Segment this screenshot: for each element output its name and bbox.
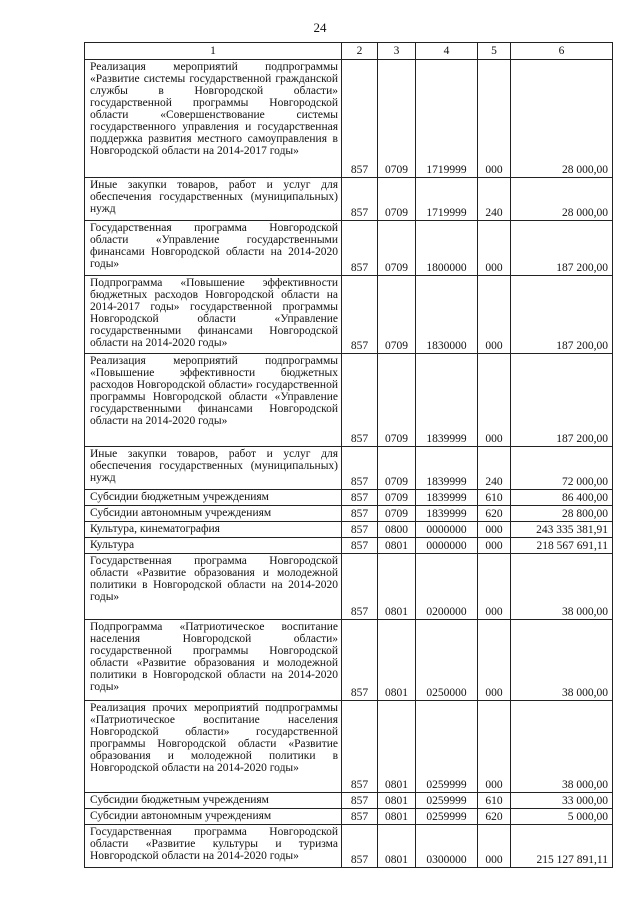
expense-type-cell: 000 xyxy=(478,522,511,538)
amount-cell: 28 000,00 xyxy=(511,178,613,221)
expense-type-cell: 000 xyxy=(478,354,511,447)
expense-type-cell: 000 xyxy=(478,620,511,701)
section-code-cell: 0709 xyxy=(378,221,416,276)
row-name-cell: Государственная программа Новгородской области «Управление государственными финансами Новгородской области на 2014-2020 годы» xyxy=(85,221,342,276)
row-name-cell: Реализация прочих мероприятий подпрограммы «Патриотическое воспитание населения Новгородской области» государственной программы Новгородской области «Развитие образования и молодежной политики в Новгородской области на 2014-2020 годы» xyxy=(85,701,342,793)
row-name-cell: Государственная программа Новгородской области «Развитие образования и молодежной политики в Новгородской области на 2014-2020 годы» xyxy=(85,554,342,620)
target-article-cell: 1719999 xyxy=(416,60,478,178)
ministry-code-cell: 857 xyxy=(342,354,378,447)
table-row xyxy=(85,221,613,276)
section-code-cell: 0800 xyxy=(378,522,416,538)
section-code-cell: 0709 xyxy=(378,447,416,490)
target-article-cell: 0300000 xyxy=(416,825,478,868)
section-code-cell: 0709 xyxy=(378,178,416,221)
table-row xyxy=(85,809,613,825)
ministry-code-cell: 857 xyxy=(342,178,378,221)
ministry-code-cell: 857 xyxy=(342,221,378,276)
amount-cell: 187 200,00 xyxy=(511,276,613,354)
expense-type-cell: 240 xyxy=(478,447,511,490)
ministry-code-cell: 857 xyxy=(342,701,378,793)
ministry-code-cell: 857 xyxy=(342,620,378,701)
row-name-cell: Государственная программа Новгородской области «Развитие культуры и туризма Новгородской области на 2014-2020 годы» xyxy=(85,825,342,868)
page-number: 24 xyxy=(313,20,327,35)
table-row xyxy=(85,506,613,522)
table-row xyxy=(85,447,613,490)
ministry-code-cell: 857 xyxy=(342,60,378,178)
expense-type-cell: 000 xyxy=(478,701,511,793)
header-cell: 1 xyxy=(85,43,342,60)
expense-type-cell: 000 xyxy=(478,554,511,620)
header-cell: 3 xyxy=(378,43,416,60)
amount-cell: 5 000,00 xyxy=(511,809,613,825)
target-article-cell: 0000000 xyxy=(416,538,478,554)
header-cell: 4 xyxy=(416,43,478,60)
row-name-cell: Иные закупки товаров, работ и услуг для обеспечения государственных (муниципальных) нужд xyxy=(85,447,342,490)
table-row xyxy=(85,60,613,178)
expense-type-cell: 000 xyxy=(478,60,511,178)
amount-cell: 215 127 891,11 xyxy=(511,825,613,868)
target-article-cell: 0259999 xyxy=(416,701,478,793)
table-row xyxy=(85,538,613,554)
ministry-code-cell: 857 xyxy=(342,490,378,506)
target-article-cell: 1839999 xyxy=(416,354,478,447)
section-code-cell: 0801 xyxy=(378,809,416,825)
expense-type-cell: 000 xyxy=(478,825,511,868)
ministry-code-cell: 857 xyxy=(342,554,378,620)
target-article-cell: 1719999 xyxy=(416,178,478,221)
row-name-cell: Культура, кинематография xyxy=(85,522,342,538)
target-article-cell: 0250000 xyxy=(416,620,478,701)
row-name-cell: Подпрограмма «Повышение эффективности бюджетных расходов Новгородской области на 2014-2017 годы» государственной программы Новгородской области «Управление государственными финансами Новгородской области на 2014-2020 годы» xyxy=(85,276,342,354)
row-name-cell: Субсидии бюджетным учреждениям xyxy=(85,793,342,809)
ministry-code-cell: 857 xyxy=(342,447,378,490)
table-row xyxy=(85,490,613,506)
expense-type-cell: 000 xyxy=(478,221,511,276)
table-row xyxy=(85,522,613,538)
table-row xyxy=(85,276,613,354)
section-code-cell: 0709 xyxy=(378,276,416,354)
amount-cell: 33 000,00 xyxy=(511,793,613,809)
amount-cell: 187 200,00 xyxy=(511,354,613,447)
expense-type-cell: 620 xyxy=(478,809,511,825)
row-name-cell: Реализация мероприятий подпрограммы «Развитие системы государственной гражданской службы в Новгородской области» государственной программы Новгородской области «Совершенствование системы государственного управления и государственная поддержка развития местного самоуправления в Новгородской области на 2014-2017 годы» xyxy=(85,60,342,178)
target-article-cell: 0000000 xyxy=(416,522,478,538)
table-header-row xyxy=(85,43,613,60)
section-code-cell: 0801 xyxy=(378,538,416,554)
amount-cell: 38 000,00 xyxy=(511,620,613,701)
expense-type-cell: 000 xyxy=(478,538,511,554)
target-article-cell: 0259999 xyxy=(416,809,478,825)
ministry-code-cell: 857 xyxy=(342,538,378,554)
row-name-cell: Культура xyxy=(85,538,342,554)
target-article-cell: 1800000 xyxy=(416,221,478,276)
expense-type-cell: 240 xyxy=(478,178,511,221)
table-row xyxy=(85,178,613,221)
section-code-cell: 0709 xyxy=(378,354,416,447)
ministry-code-cell: 857 xyxy=(342,825,378,868)
expense-type-cell: 610 xyxy=(478,490,511,506)
section-code-cell: 0709 xyxy=(378,60,416,178)
amount-cell: 72 000,00 xyxy=(511,447,613,490)
section-code-cell: 0801 xyxy=(378,701,416,793)
target-article-cell: 0200000 xyxy=(416,554,478,620)
amount-cell: 38 000,00 xyxy=(511,701,613,793)
amount-cell: 243 335 381,91 xyxy=(511,522,613,538)
expense-type-cell: 000 xyxy=(478,276,511,354)
amount-cell: 86 400,00 xyxy=(511,490,613,506)
row-name-cell: Субсидии бюджетным учреждениям xyxy=(85,490,342,506)
row-name-cell: Субсидии автономным учреждениям xyxy=(85,809,342,825)
section-code-cell: 0801 xyxy=(378,793,416,809)
section-code-cell: 0709 xyxy=(378,490,416,506)
target-article-cell: 1839999 xyxy=(416,447,478,490)
amount-cell: 218 567 691,11 xyxy=(511,538,613,554)
expense-type-cell: 620 xyxy=(478,506,511,522)
table-row xyxy=(85,825,613,868)
target-article-cell: 1839999 xyxy=(416,506,478,522)
table-row xyxy=(85,701,613,793)
table-row xyxy=(85,620,613,701)
ministry-code-cell: 857 xyxy=(342,522,378,538)
amount-cell: 187 200,00 xyxy=(511,221,613,276)
table-row xyxy=(85,554,613,620)
header-cell: 2 xyxy=(342,43,378,60)
amount-cell: 38 000,00 xyxy=(511,554,613,620)
table-row xyxy=(85,354,613,447)
section-code-cell: 0801 xyxy=(378,554,416,620)
section-code-cell: 0709 xyxy=(378,506,416,522)
target-article-cell: 1839999 xyxy=(416,490,478,506)
row-name-cell: Иные закупки товаров, работ и услуг для обеспечения государственных (муниципальных) нужд xyxy=(85,178,342,221)
row-name-cell: Подпрограмма «Патриотическое воспитание населения Новгородской области» государственной программы Новгородской области «Развитие образования и молодежной политики в Новгородской области на 2014-2020 годы» xyxy=(85,620,342,701)
target-article-cell: 0259999 xyxy=(416,793,478,809)
section-code-cell: 0801 xyxy=(378,620,416,701)
expense-type-cell: 610 xyxy=(478,793,511,809)
amount-cell: 28 800,00 xyxy=(511,506,613,522)
row-name-cell: Реализация мероприятий подпрограммы «Повышение эффективности бюджетных расходов Новгородской области» государственной программы Новгородской области «Управление государственными финансами Новгородской области на 2014-2020 годы» xyxy=(85,354,342,447)
amount-cell: 28 000,00 xyxy=(511,60,613,178)
table-row xyxy=(85,793,613,809)
section-code-cell: 0801 xyxy=(378,825,416,868)
ministry-code-cell: 857 xyxy=(342,793,378,809)
header-cell: 6 xyxy=(511,43,613,60)
row-name-cell: Субсидии автономным учреждениям xyxy=(85,506,342,522)
ministry-code-cell: 857 xyxy=(342,809,378,825)
budget-table xyxy=(84,42,613,868)
header-cell: 5 xyxy=(478,43,511,60)
target-article-cell: 1830000 xyxy=(416,276,478,354)
ministry-code-cell: 857 xyxy=(342,276,378,354)
ministry-code-cell: 857 xyxy=(342,506,378,522)
